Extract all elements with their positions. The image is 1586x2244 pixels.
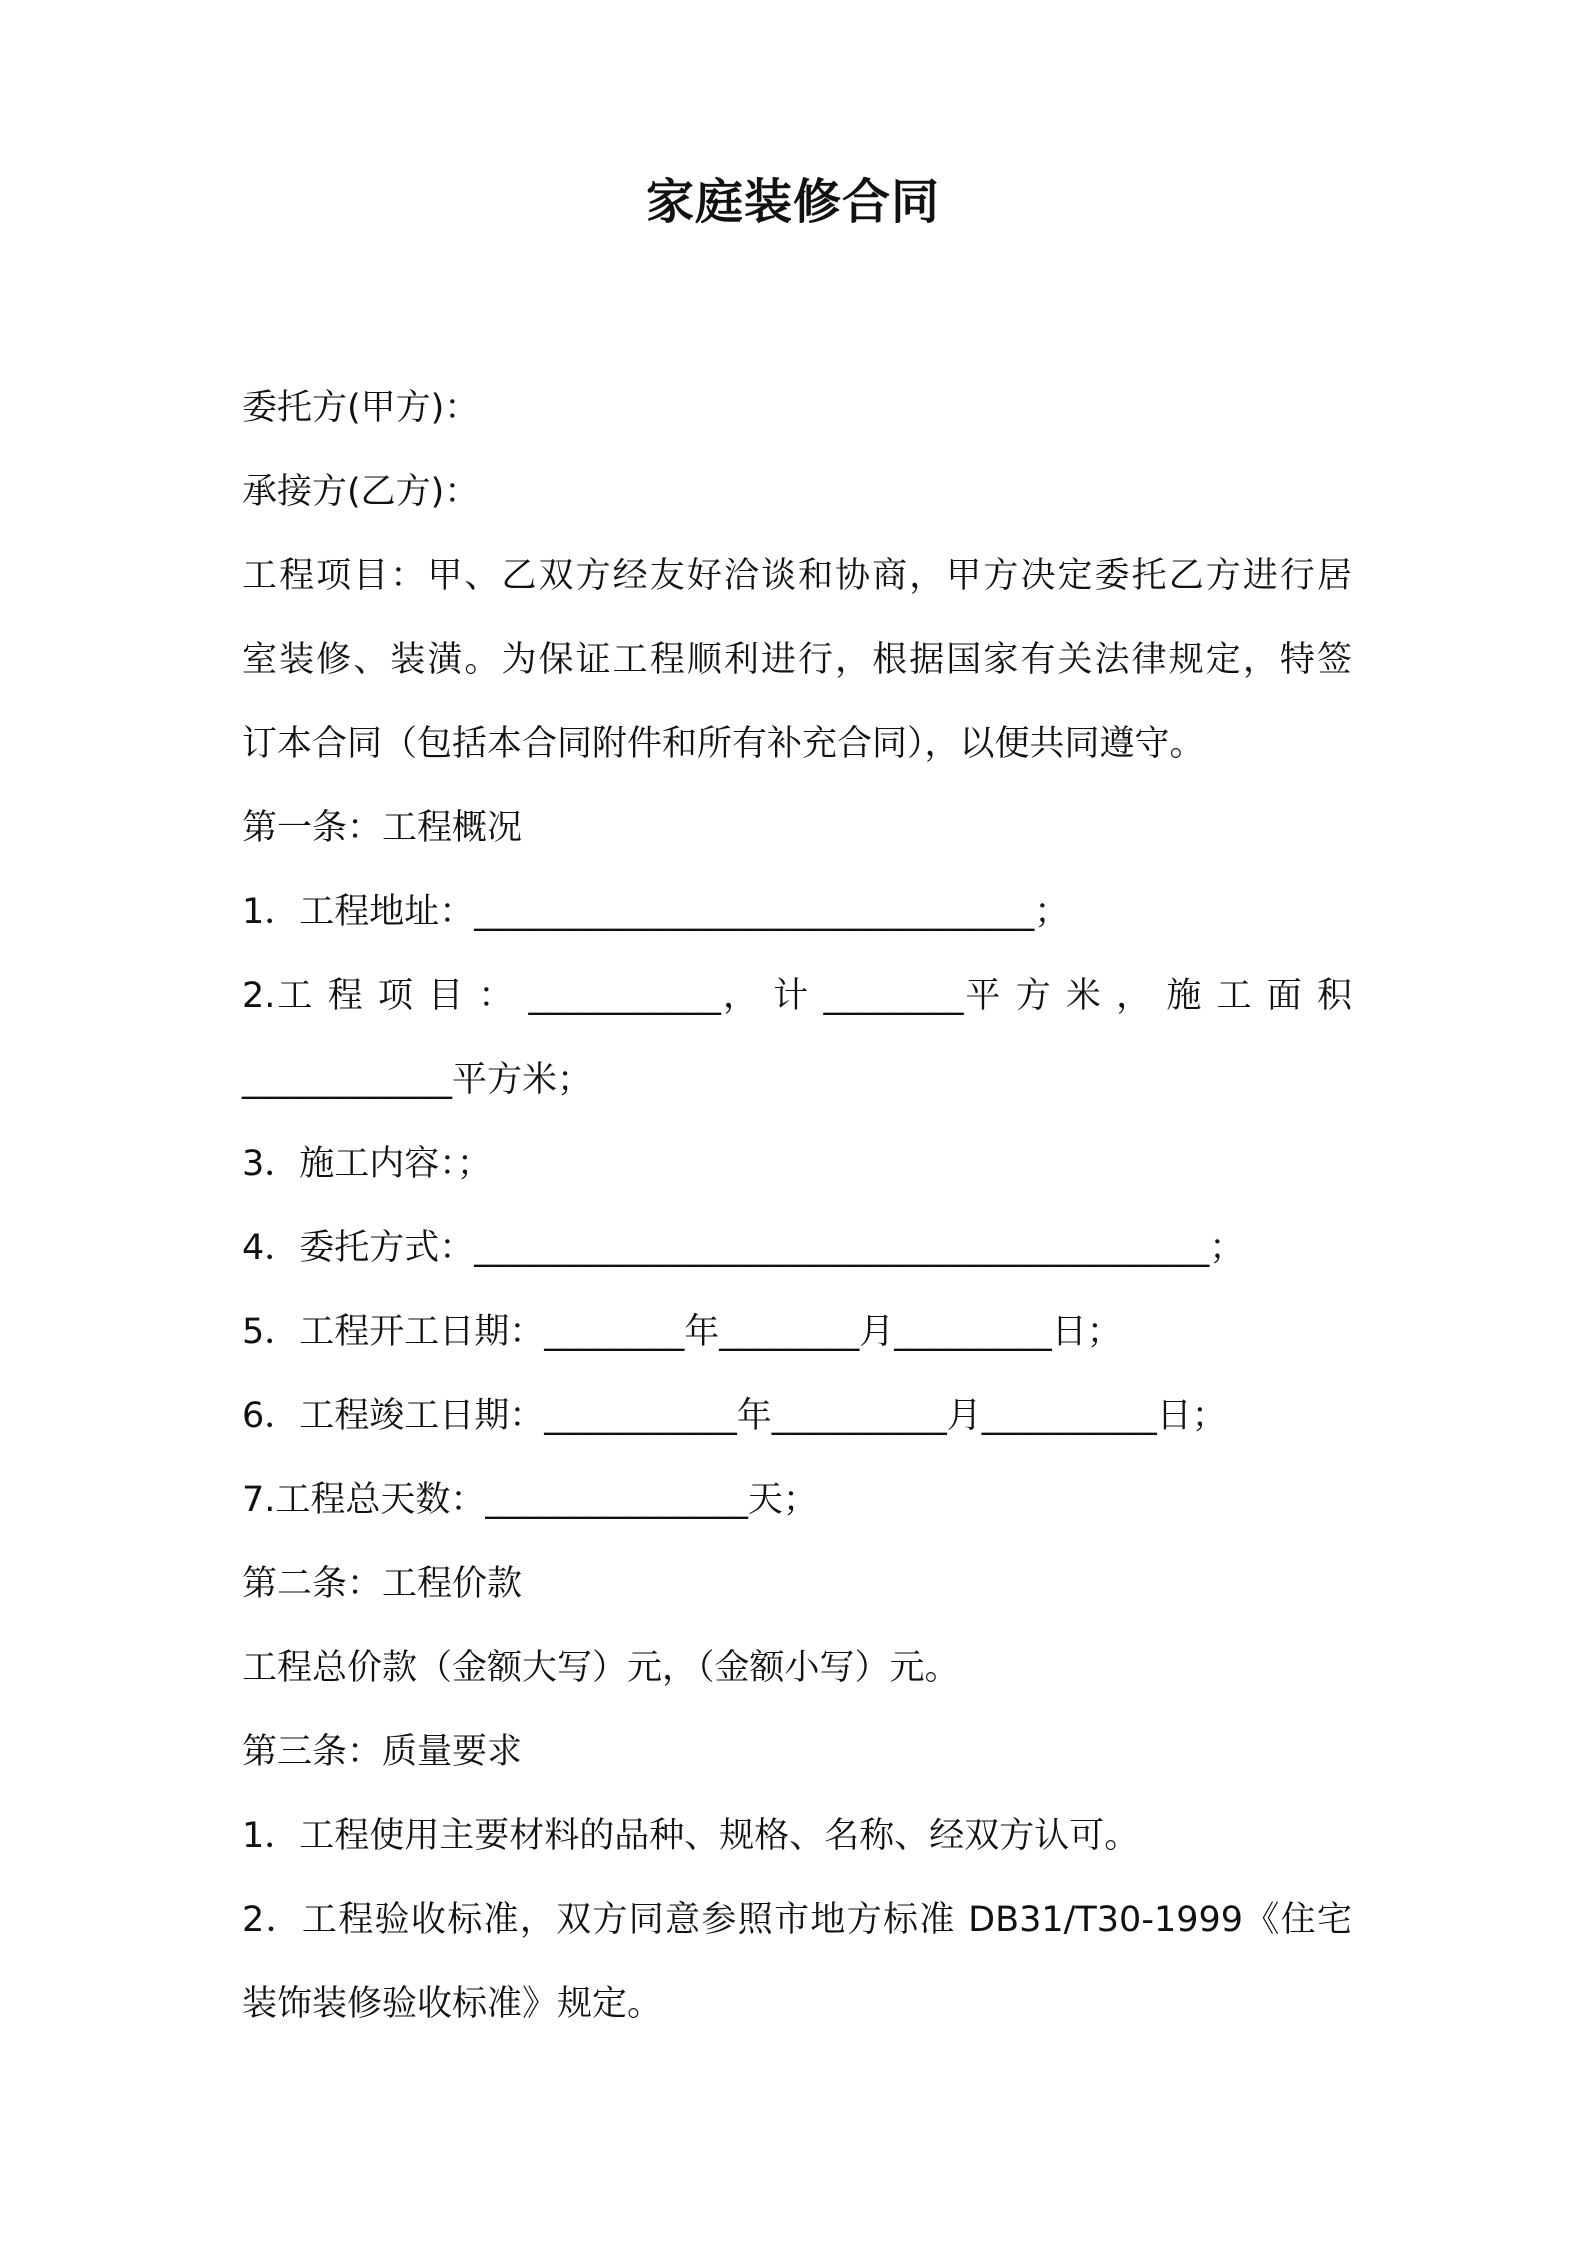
commission-method-line: 4．委托方式：__________________________________________； [242, 1228, 1245, 1268]
party-a-line: 委托方(甲方)： [242, 388, 480, 428]
project-item-line: 2.工 程 项 目 ： ___________， 计 ________平 方 米 ， 施 工 面 积 [242, 976, 1352, 1016]
start-date-line: 5．工程开工日期：________年________月_________日； [242, 1312, 1122, 1352]
project-address-line: 1．工程地址：________________________________； [242, 892, 1070, 932]
materials-line: 1．工程使用主要材料的品种、规格、名称、经双方认可。 [242, 1816, 1140, 1856]
acceptance-standard-line-2: 装饰装修验收标准》规定。 [242, 1984, 663, 2024]
party-b-line: 承接方(乙方)： [242, 472, 480, 512]
acceptance-standard-line-1: 2．工程验收标准，双方同意参照市地方标准 DB31/T30-1999《住宅 [242, 1900, 1352, 1940]
article-3-heading: 第三条：质量要求 [242, 1732, 523, 1772]
total-days-line: 7.工程总天数：_______________天； [242, 1480, 818, 1520]
completion-date-line: 6．工程竣工日期：___________年__________月__________日； [242, 1396, 1227, 1436]
project-paragraph-line-2: 室装修、装潢。为保证工程顺利进行，根据国家有关法律规定，特签 [242, 640, 1352, 680]
project-paragraph-line-3: 订本合同（包括本合同附件和所有补充合同），以便共同遵守。 [242, 724, 1205, 764]
article-2-heading: 第二条：工程价款 [242, 1564, 523, 1604]
construction-area-line: ____________平方米； [242, 1060, 593, 1100]
document-title: 家庭装修合同 [645, 174, 940, 230]
total-price-line: 工程总价款（金额大写）元，（金额小写）元。 [242, 1648, 960, 1688]
construction-content-line: 3．施工内容：； [242, 1144, 492, 1184]
article-1-heading: 第一条：工程概况 [242, 808, 523, 848]
document-body [242, 366, 1352, 2046]
project-paragraph-line-1: 工程项目：甲、乙双方经友好洽谈和协商，甲方决定委托乙方进行居 [242, 556, 1352, 596]
